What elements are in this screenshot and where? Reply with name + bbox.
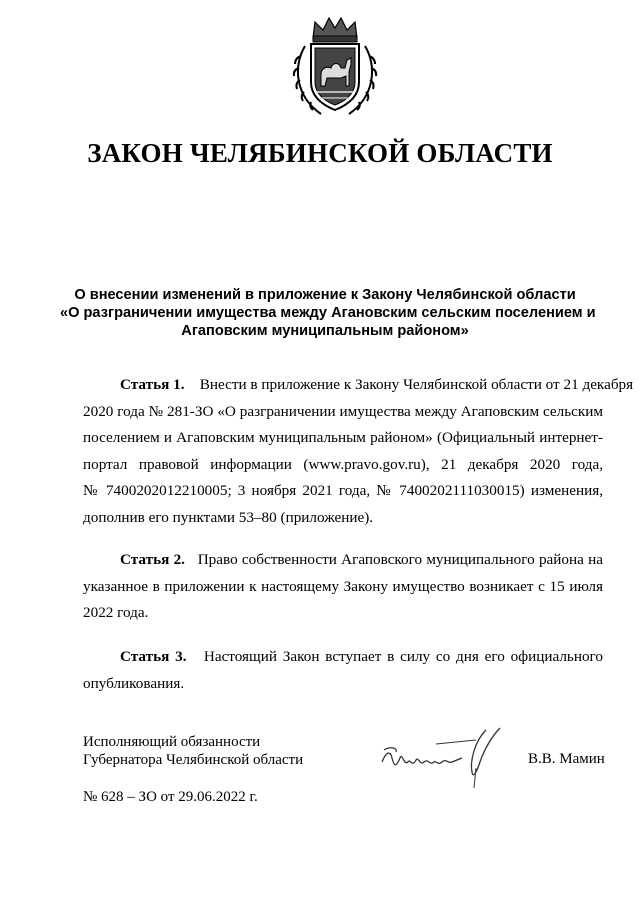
signer-position bbox=[83, 733, 303, 769]
article-line: опубликования. bbox=[83, 674, 185, 692]
document-number: № 628 – ЗО от 29.06.2022 г. bbox=[83, 789, 258, 805]
article-line: дополнив его пунктами 53–80 (приложение). bbox=[83, 508, 374, 526]
article-label: Статья 3. bbox=[120, 648, 187, 665]
law-title: ЗАКОН ЧЕЛЯБИНСКОЙ ОБЛАСТИ bbox=[87, 138, 553, 168]
article-label: Статья 1. bbox=[120, 376, 185, 393]
article-text: Право собственности Агаповского муниципального района на bbox=[197, 551, 603, 568]
subtitle-line: О внесении изменений в приложение к Закону Челябинской области bbox=[74, 287, 576, 303]
article-line bbox=[83, 644, 603, 671]
article-line bbox=[83, 372, 634, 399]
article-text: Настоящий Закон вступает в силу со дня его официального bbox=[203, 648, 603, 665]
coat-of-arms-emblem-icon bbox=[291, 16, 379, 120]
article-3 bbox=[83, 644, 603, 697]
article-2 bbox=[83, 547, 603, 627]
law-subtitle bbox=[60, 286, 596, 340]
article-1 bbox=[83, 372, 634, 531]
article-text: Внести в приложение к Закону Челябинской области от 21 декабря bbox=[199, 376, 634, 393]
signer-name: В.В. Мамин bbox=[528, 751, 605, 767]
position-line: Исполняющий обязанности bbox=[83, 734, 261, 750]
handwritten-signature-icon bbox=[376, 722, 506, 792]
article-line: 2022 года. bbox=[83, 604, 149, 621]
article-line: указанное в приложении к настоящему Закону имущество возникает с 15 июля bbox=[83, 577, 603, 595]
article-label: Статья 2. bbox=[120, 551, 185, 568]
subtitle-line: «О разграничении имущества между Агановским сельским поселением и bbox=[60, 305, 596, 321]
subtitle-line: Агаповским муниципальным районом» bbox=[181, 323, 469, 339]
article-line: поселением и Агаповским муниципальным районом» (Официальный интернет- bbox=[83, 429, 603, 446]
article-line: № 7400202012210005; 3 ноября 2021 года, № 7400202111030015) изменения, bbox=[83, 482, 603, 499]
article-line bbox=[83, 547, 603, 574]
article-line: 2020 года № 281-ЗО «О разграничении имущества между Агаповским сельским bbox=[83, 402, 603, 420]
article-line: портал правовой информации (www.pravo.gov.ru), 21 декабря 2020 года, bbox=[83, 455, 603, 473]
position-line: Губернатора Челябинской области bbox=[83, 752, 304, 768]
